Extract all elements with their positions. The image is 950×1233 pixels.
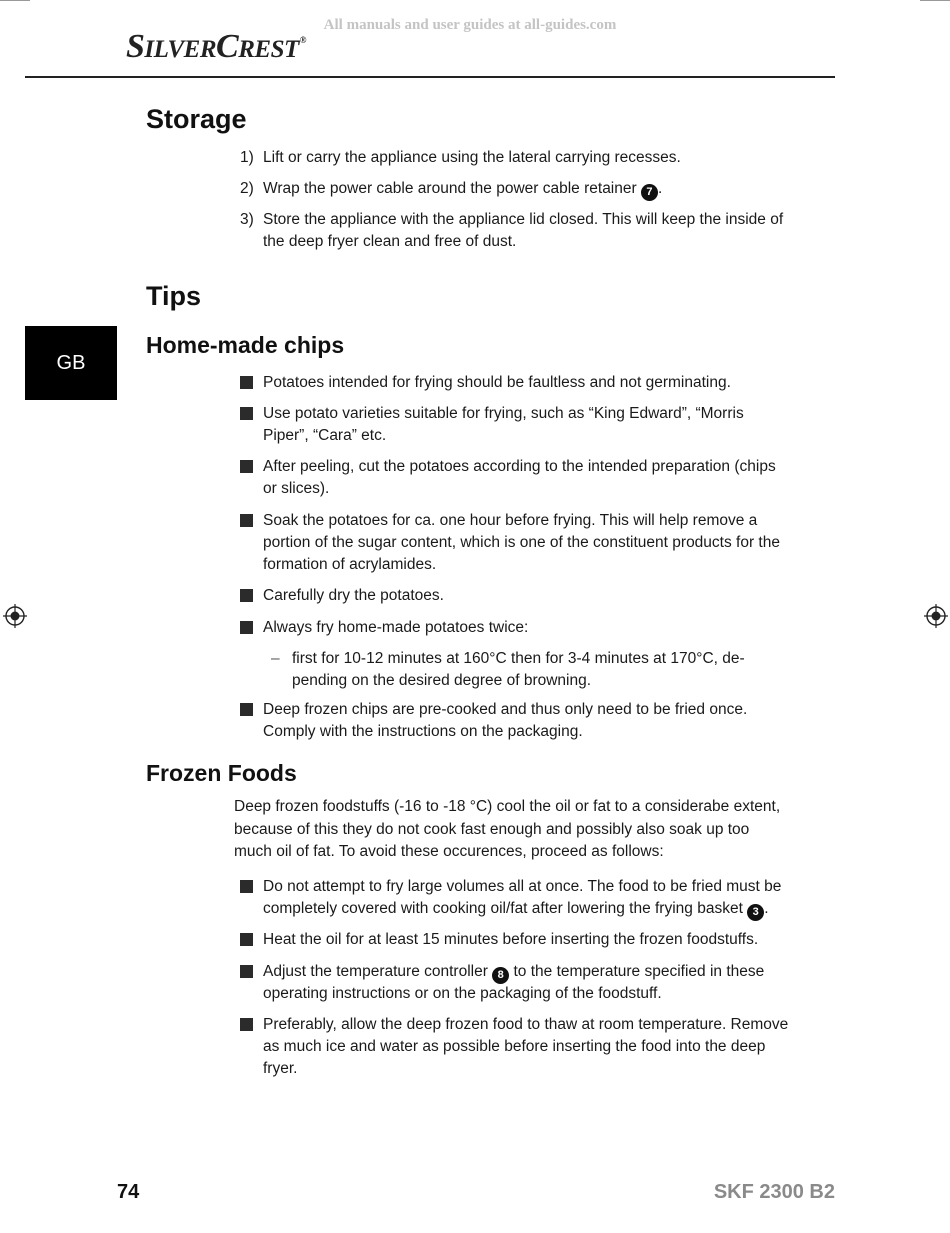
brand-logo [126, 30, 306, 64]
bullet-icon [240, 933, 253, 946]
watermark: All manuals and user guides at all-guides.com [323, 17, 617, 33]
homemade-bullet-4-line-2: portion of the sugar content, which is one of the constituent products for the [263, 534, 780, 551]
frozen-bullet-2: Heat the oil for at least 15 minutes before inserting the frozen foodstuffs. [263, 931, 759, 948]
homemade-chips-heading: Home-made chips [146, 332, 345, 358]
page-number: 74 [117, 1181, 140, 1203]
storage-step-2 [263, 178, 662, 201]
frozen-intro-line-3: much oil of fat. To avoid these occurences, proceed as follows: [234, 843, 664, 860]
frozen-bullet-4-line-3: fryer. [263, 1060, 298, 1077]
homemade-bullet-2-line-2: Piper”, “Cara” etc. [263, 427, 387, 444]
step-number: 2) [240, 180, 254, 197]
homemade-bullet-7-line-1: Deep frozen chips are pre-cooked and thus only need to be fried once. [263, 701, 748, 718]
bullet-text: Adjust the temperature controller [263, 963, 488, 980]
bullet-icon [240, 621, 253, 634]
storage-step-3-line-2: the deep fryer clean and free of dust. [263, 233, 517, 250]
homemade-bullet-4-line-1: Soak the potatoes for ca. one hour before frying. This will help remove a [263, 512, 758, 529]
ref-number-7: 7 [641, 184, 658, 201]
homemade-bullet-4-line-3: formation of acrylamides. [263, 556, 437, 573]
ref-number-8: 8 [492, 967, 509, 984]
header-rule [25, 76, 835, 78]
registered-mark: ® [299, 35, 306, 45]
storage-heading: Storage [146, 104, 247, 134]
homemade-bullet-3-line-1: After peeling, cut the potatoes according to the intended preparation (chips [263, 458, 776, 475]
dash-marker: – [271, 650, 280, 667]
step-text: Wrap the power cable around the power cable retainer [263, 180, 637, 197]
ref-number-3: 3 [747, 904, 764, 921]
logo-part: ILVER [144, 36, 217, 63]
crop-mark-right [920, 0, 950, 1]
frozen-bullet-1-line-1: Do not attempt to fry large volumes all at once. The food to be fried must be [263, 878, 782, 895]
bullet-icon [240, 460, 253, 473]
homemade-sub-line-1: first for 10-12 minutes at 160°C then for 3-4 minutes at 170°C, de- [292, 650, 745, 667]
step-number: 3) [240, 211, 254, 228]
step-number: 1) [240, 149, 254, 166]
registration-mark-icon [924, 604, 948, 628]
logo-part: S [126, 28, 145, 65]
logo-part: C [216, 28, 239, 65]
bullet-icon [240, 1018, 253, 1031]
homemade-bullet-7-line-2: Comply with the instructions on the packaging. [263, 723, 583, 740]
homemade-bullet-3-line-2: or slices). [263, 480, 330, 497]
homemade-bullet-1: Potatoes intended for frying should be faultless and not germinating. [263, 374, 731, 391]
registration-mark-icon [3, 604, 27, 628]
logo-part: REST [238, 36, 299, 63]
frozen-intro-line-2: because of this they do not cook fast enough and possibly also soak up too [234, 821, 750, 838]
bullet-text: to the temperature specified in these [513, 963, 765, 980]
bullet-icon [240, 376, 253, 389]
frozen-bullet-4-line-2: as much ice and water as possible before inserting the food into the deep [263, 1038, 766, 1055]
bullet-icon [240, 407, 253, 420]
model-number: SKF 2300 B2 [713, 1181, 835, 1203]
homemade-bullet-2-line-1: Use potato varieties suitable for frying, such as “King Edward”, “Morris [263, 405, 744, 422]
frozen-foods-heading: Frozen Foods [146, 760, 297, 786]
homemade-bullet-6: Always fry home-made potatoes twice: [263, 619, 529, 636]
bullet-text: completely covered with cooking oil/fat after lowering the frying basket [263, 900, 743, 917]
homemade-sub-line-2: pending on the desired degree of browning. [292, 672, 592, 689]
frozen-intro-line-1: Deep frozen foodstuffs (-16 to -18 °C) cool the oil or fat to a considerabe extent, [234, 798, 781, 815]
bullet-icon [240, 514, 253, 527]
bullet-icon [240, 703, 253, 716]
frozen-bullet-3-line-2: operating instructions or on the packaging of the foodstuff. [263, 985, 662, 1002]
frozen-bullet-4-line-1: Preferably, allow the deep frozen food to thaw at room temperature. Remove [263, 1016, 789, 1033]
tips-heading: Tips [146, 281, 202, 311]
bullet-icon [240, 589, 253, 602]
bullet-icon [240, 880, 253, 893]
storage-step-1: Lift or carry the appliance using the lateral carrying recesses. [263, 149, 681, 166]
frozen-bullet-1-line-2 [263, 898, 769, 921]
language-tab: GB [25, 326, 117, 400]
crop-mark-left [0, 0, 30, 1]
frozen-bullet-3-line-1 [263, 961, 764, 984]
storage-step-3-line-1: Store the appliance with the appliance lid closed. This will keep the inside of [263, 211, 784, 228]
homemade-bullet-5: Carefully dry the potatoes. [263, 587, 444, 604]
bullet-icon [240, 965, 253, 978]
step-text-end: . [657, 180, 663, 197]
bullet-text-end: . [764, 900, 769, 917]
